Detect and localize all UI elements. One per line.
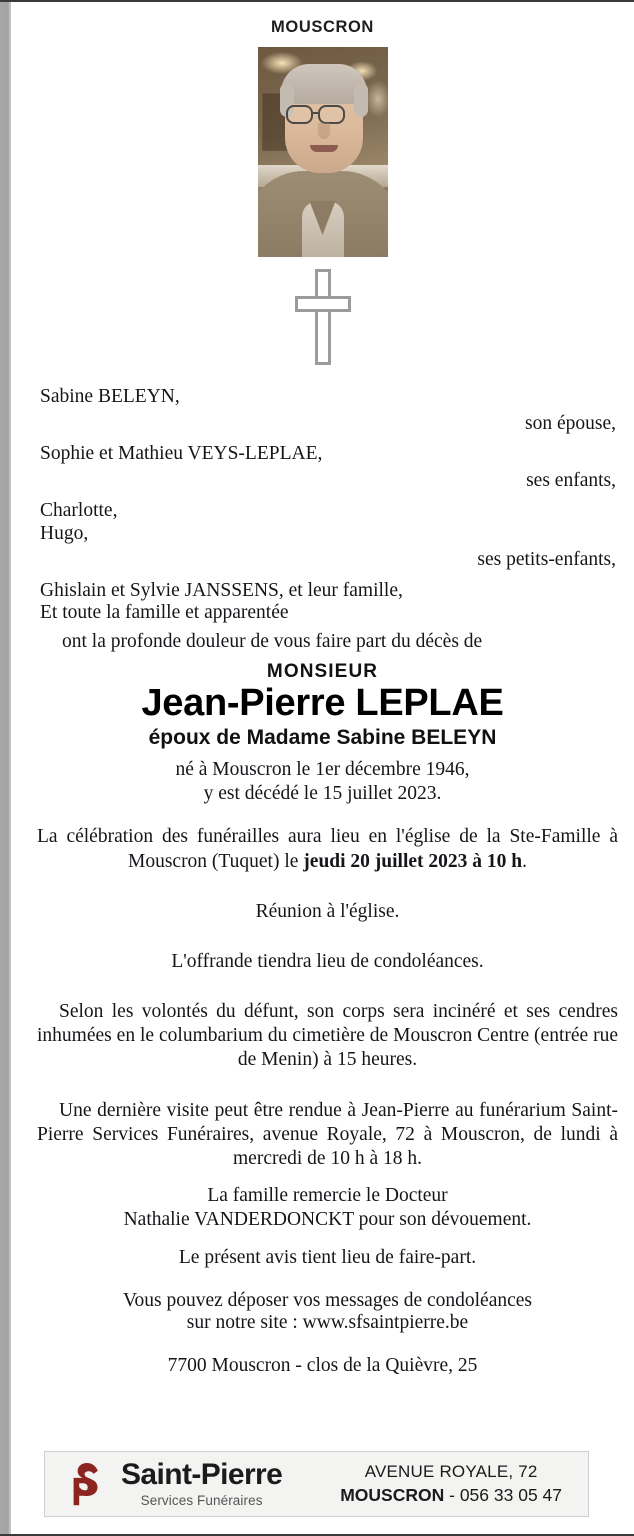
advert-street: AVENUE ROYALE, 72 (364, 1462, 538, 1481)
visit-paragraph: Une dernière visite peut être rendue à Jean-Pierre au funérarium Saint-Pierre Services Funéraires, avenue Royale, 72 à Mouscron, de lundi à mercredi de 10 h à 18 h. (37, 1099, 618, 1169)
portrait-hair-right (354, 83, 368, 117)
family-relation: son épouse, (525, 412, 616, 434)
funeral-paragraph (11, 825, 634, 873)
city-heading: MOUSCRON (271, 18, 374, 36)
birth-line: né à Mouscron le 1er décembre 1946, (175, 758, 470, 780)
offering-paragraph: L'offrande tiendra lieu de condoléances. (171, 950, 484, 972)
condolences-paragraph (11, 1290, 634, 1335)
cross-joint-patch (318, 299, 328, 309)
death-line: y est décédé le 15 juillet 2023. (203, 782, 442, 804)
advert-contact-block (340, 1462, 588, 1506)
condolences-line-1: Vous pouvez déposer vos messages de condoléances (122, 1289, 533, 1311)
portrait-glasses-left-lens (286, 105, 313, 124)
portrait-mouth (310, 145, 338, 152)
advert-company-name: Saint-Pierre (121, 1458, 283, 1491)
funeral-text-part-2: . (522, 850, 528, 872)
portrait-nose (318, 123, 330, 139)
portrait-photo (258, 47, 388, 257)
advert-city-phone (340, 1485, 562, 1506)
advert-logo-text (119, 1460, 282, 1508)
announcement-intro: ont la profonde douleur de vous faire part du décès de (62, 630, 483, 652)
family-member: Hugo, (40, 522, 89, 544)
family-member: Sabine BELEYN, (40, 386, 180, 407)
family-member: Et toute la famille et apparentée (40, 602, 289, 623)
family-relation: ses petits-enfants, (477, 549, 616, 570)
family-member: Ghislain et Sylvie JANSSENS, et leur famille, (40, 579, 403, 601)
birth-death-block (11, 758, 634, 806)
portrait-container (11, 47, 634, 257)
deceased-name: Jean-Pierre LEPLAE (141, 682, 504, 724)
thanks-line-1: La famille remercie le Docteur (207, 1185, 448, 1207)
funeral-datetime: jeudi 20 juillet 2023 à 10 h (303, 850, 523, 872)
company-address: 7700 Mouscron - clos de la Quièvre, 25 (167, 1354, 478, 1376)
notice-content (11, 2, 634, 1377)
thanks-line-2: Nathalie VANDERDONCKT pour son dévouement. (123, 1209, 532, 1231)
saint-pierre-sp-monogram-icon (45, 1451, 119, 1517)
advert-phone: - 056 33 05 47 (444, 1485, 562, 1505)
family-member: Sophie et Mathieu VEYS-LEPLAE, (40, 443, 323, 464)
family-member: Charlotte, (40, 500, 118, 521)
cross-container (11, 269, 634, 365)
reunion-paragraph: Réunion à l'église. (255, 900, 400, 922)
left-gutter-bar (0, 2, 11, 1534)
deceased-title: MONSIEUR (266, 661, 379, 682)
notice-sheet (11, 2, 634, 1534)
portrait-glasses-bridge (313, 112, 318, 114)
thanks-paragraph (11, 1184, 634, 1232)
funeral-text-part-1: La célébration des funérailles aura lieu en l'église de la Ste-Famille à Mouscron (Tuquet) le (37, 826, 618, 872)
cremation-paragraph: Selon les volontés du défunt, son corps sera incinéré et ses cendres inhumées en le columbarium du cimetière de Mouscron Centre (entrée rue de Menin) à 15 heures. (37, 1001, 618, 1071)
cross-vertical-bar (315, 269, 331, 365)
notice-paragraph: Le présent avis tient lieu de faire-part. (178, 1246, 477, 1268)
condolences-website[interactable]: sur notre site : www.sfsaintpierre.be (186, 1312, 469, 1334)
family-relation: ses enfants, (526, 469, 616, 491)
advert-city: MOUSCRON (340, 1485, 445, 1505)
funeral-home-advert[interactable] (44, 1451, 589, 1517)
christian-cross-icon (295, 269, 351, 365)
family-list (11, 387, 634, 651)
advert-company-subtitle: Services Funéraires (140, 1493, 263, 1508)
deceased-spouse-line: époux de Madame Sabine BELEYN (148, 725, 497, 749)
portrait-glasses-right-lens (318, 105, 345, 124)
